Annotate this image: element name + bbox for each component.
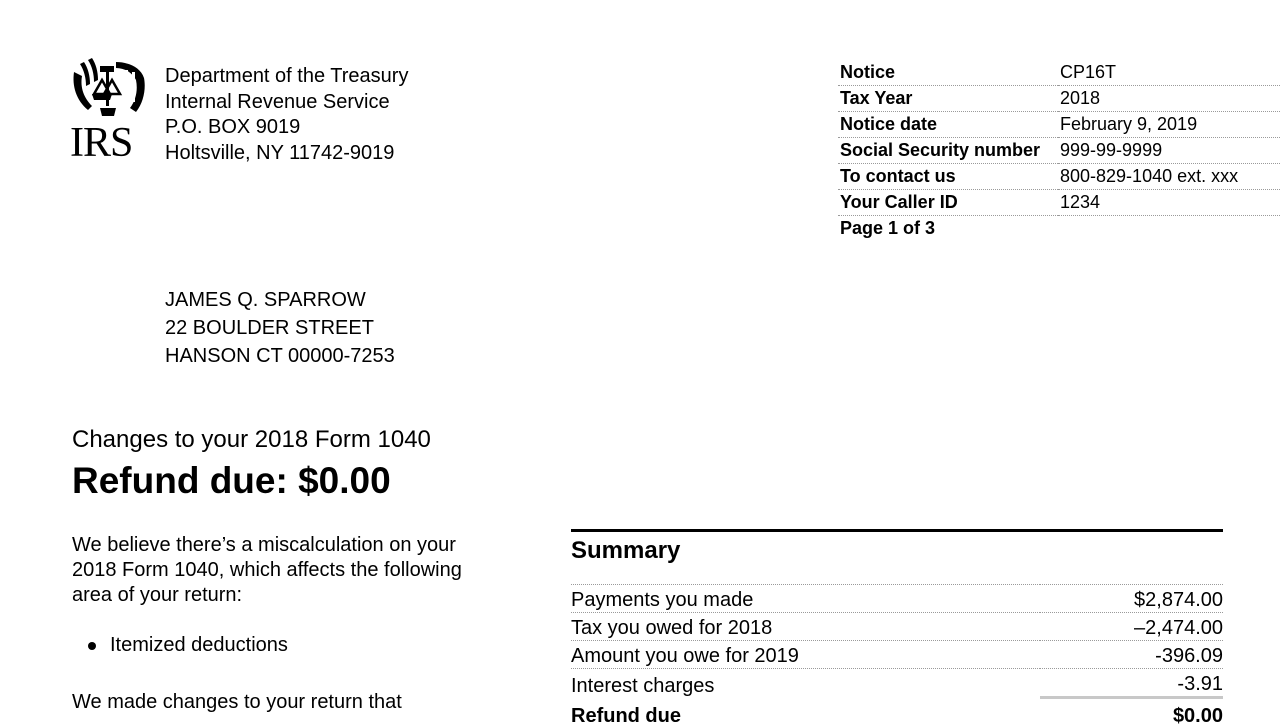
- summary-row: [571, 585, 1223, 613]
- summary-amount: -3.91: [1040, 669, 1223, 698]
- notice-info-label: To contact us: [838, 164, 1058, 190]
- summary-label: Tax you owed for 2018: [571, 613, 1040, 641]
- summary-title: Summary: [571, 536, 1223, 584]
- agency-address: [165, 64, 408, 166]
- page-indicator: Page 1 of 3: [838, 216, 1058, 242]
- irs-wordmark: IRS: [70, 122, 132, 164]
- changes-title: Changes to your 2018 Form 1040: [72, 425, 431, 455]
- summary-total-label: Refund due: [571, 698, 1040, 728]
- refund-headline: Refund due: $0.00: [72, 459, 391, 503]
- notice-info-row: [838, 138, 1280, 164]
- notice-info-row: [838, 86, 1280, 112]
- recipient-line: 22 BOULDER STREET: [165, 314, 395, 342]
- notice-info-value: February 9, 2019: [1058, 112, 1280, 138]
- summary-total-row: [571, 698, 1223, 728]
- list-item: [86, 632, 288, 658]
- notice-info-row: [838, 190, 1280, 216]
- recipient-line: HANSON CT 00000-7253: [165, 342, 395, 370]
- summary-label: Amount you owe for 2019: [571, 641, 1040, 669]
- summary-row: [571, 613, 1223, 641]
- notice-info-row: [838, 112, 1280, 138]
- agency-line: Holtsville, NY 11742-9019: [165, 141, 408, 167]
- eagle-emblem-icon: [70, 58, 148, 120]
- notice-info-value: 2018: [1058, 86, 1280, 112]
- summary-label: Interest charges: [571, 669, 1040, 698]
- affected-areas-list: [86, 632, 288, 658]
- notice-info-row: [838, 60, 1280, 86]
- notice-info-label: Notice date: [838, 112, 1058, 138]
- summary-row: [571, 641, 1223, 669]
- notice-info-label: Social Security number: [838, 138, 1058, 164]
- notice-info-value: 800-829-1040 ext. xxx: [1058, 164, 1280, 190]
- notice-info-table: [838, 60, 1280, 241]
- summary-total-amount: $0.00: [1040, 698, 1223, 728]
- notice-info-row: [838, 164, 1280, 190]
- summary-section: [571, 529, 1223, 728]
- summary-divider: [571, 529, 1223, 532]
- summary-row: [571, 669, 1223, 698]
- notice-info-label: Your Caller ID: [838, 190, 1058, 216]
- agency-line: Department of the Treasury: [165, 64, 408, 90]
- intro-paragraph: We believe there’s a miscalculation on your 2018 Form 1040, which affects the following area of your return:: [72, 533, 472, 608]
- list-item-text: Itemized deductions: [110, 634, 288, 656]
- notice-info-label: Tax Year: [838, 86, 1058, 112]
- irs-logo: [70, 58, 150, 168]
- summary-amount: -396.09: [1040, 641, 1223, 669]
- bullet-icon: [88, 642, 96, 650]
- notice-info-value: 1234: [1058, 190, 1280, 216]
- notice-info-label: Notice: [838, 60, 1058, 86]
- recipient-line: JAMES Q. SPARROW: [165, 286, 395, 314]
- summary-amount: $2,874.00: [1040, 585, 1223, 613]
- summary-label: Payments you made: [571, 585, 1040, 613]
- recipient-address: [165, 286, 395, 370]
- notice-info-value: CP16T: [1058, 60, 1280, 86]
- page-indicator-row: [838, 216, 1280, 242]
- agency-line: P.O. BOX 9019: [165, 115, 408, 141]
- summary-table: [571, 584, 1223, 728]
- summary-amount: –2,474.00: [1040, 613, 1223, 641]
- followup-paragraph: We made changes to your return that: [72, 690, 402, 715]
- agency-line: Internal Revenue Service: [165, 90, 408, 116]
- notice-info-value: 999-99-9999: [1058, 138, 1280, 164]
